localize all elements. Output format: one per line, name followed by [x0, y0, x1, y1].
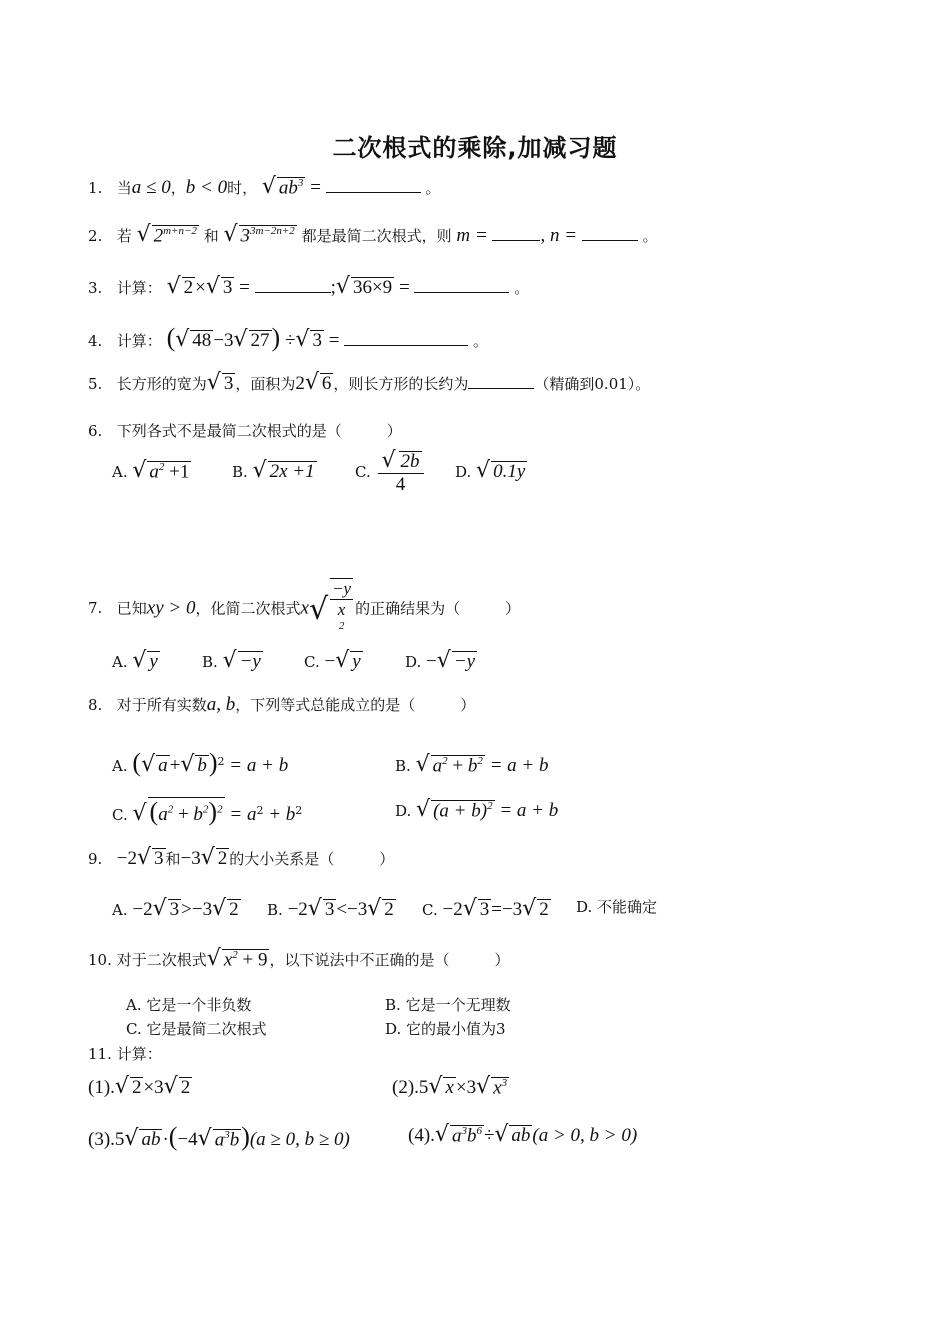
question-9: 9. −2√ 3 和−3√ 2 的大小关系是（ ）	[88, 845, 395, 870]
q11-part-3: (3).5√ ab ·(−4√ $a^3b)(a \ge 0$, b ≥ 0)	[88, 1122, 350, 1151]
question-3: 3. 计算： √ 2 ×√ 3 = ;√ 36×9 = 。	[88, 274, 530, 299]
question-5: 5. 长方形的宽为√ 3 ，面积为2√ 6 ，则长方形的长约为 （精确到0.01）。	[88, 370, 651, 395]
q9-option-c[interactable]: C. −2√ 3 =−3√ 2	[422, 896, 549, 921]
question-2: 2. 若 √ $2^{m+n-2}$ 和 √ $3^{3m-2n+2}$ 都是最简二次根式，则 m = , n = 。	[88, 222, 658, 247]
question-8: 8. 对于所有实数a, b，下列等式总能成立的是（ ）	[88, 694, 476, 715]
page-title: 二次根式的乘除,加减习题	[332, 134, 618, 162]
q11-part-4: (4).√ $a^3b^6$ ÷√ ab (a > 0, b > 0)	[408, 1122, 638, 1147]
question-10: 10. 对于二次根式√ $x^2 + 9$ ，以下说法中不正确的是（ ）	[88, 946, 510, 971]
question-1: 1. 当a ≤ 0，b < 0时， √ $ab^3$ = 。	[88, 174, 441, 199]
question-6: 6. 下列各式不是最简二次根式的是（ ）	[88, 422, 402, 440]
q10-option-a[interactable]: A. 它是一个非负数	[126, 996, 252, 1014]
q2-radical-1: $2^{m+n-2}$	[153, 224, 197, 246]
q7-option-b[interactable]: B. √ −y	[202, 648, 261, 673]
answer-blank[interactable]	[414, 278, 509, 293]
question-7: 7. 已知xy > 0，化简二次根式x√ −y x $^2$ 的正确结果为（ ）	[88, 578, 520, 641]
q6-option-b[interactable]: B. √ 2x +1	[232, 458, 315, 483]
q10-option-d[interactable]: D. 它的最小值为3	[385, 1020, 506, 1038]
q8-option-a[interactable]: A. (√ a +√ b)$^2$ = a + b	[112, 748, 289, 777]
answer-blank[interactable]	[344, 331, 468, 346]
question-11: 11. 计算：	[88, 1045, 162, 1063]
answer-blank[interactable]	[468, 374, 534, 389]
q6-option-c[interactable]: C. $\frac{√ 2b}{4}$	[355, 448, 426, 496]
q6-option-d[interactable]: D. √ 0.1y	[455, 458, 526, 483]
q11-part-2: (2).5√ x ×3√ $x^3$	[392, 1074, 508, 1099]
q2-radical-2: $3^{3m-2n+2}$	[240, 224, 295, 246]
q10-radical: $x^2 + 9$	[223, 948, 268, 970]
answer-blank[interactable]	[255, 278, 331, 293]
q10-option-c[interactable]: C. 它是最简二次根式	[126, 1020, 267, 1038]
q7-option-c[interactable]: C. −√ y	[304, 648, 361, 673]
answer-blank-m[interactable]	[492, 226, 540, 241]
q8-option-c[interactable]: C. √ $(a^2 + b^2)^2 = a^2 + b^2$	[112, 797, 303, 826]
q8-option-b[interactable]: B. √ $a^2 + b^2 = a + b$	[395, 752, 549, 777]
q6-option-a[interactable]: A. √ $a^2 +1$	[112, 458, 190, 483]
q8-option-d[interactable]: D. √ $(a + b)^2 = a + b$	[395, 797, 559, 822]
q1-radical: $ab^3$	[278, 176, 304, 198]
answer-blank-n[interactable]	[582, 226, 638, 241]
q9-option-d[interactable]: D. 不能确定	[576, 898, 658, 916]
q7-option-a[interactable]: A. √ y	[112, 648, 158, 673]
answer-blank[interactable]	[326, 178, 421, 193]
q7-option-d[interactable]: D. −√ −y	[405, 648, 476, 673]
q10-option-b[interactable]: B. 它是一个无理数	[385, 996, 511, 1014]
q11-part-1: (1).√ 2 ×3√ 2	[88, 1074, 191, 1099]
q9-option-b[interactable]: B. −2√ 3 <−3√ 2	[267, 896, 394, 921]
q9-option-a[interactable]: A. −2√ 3 >−3√ 2	[112, 896, 239, 921]
question-4: 4. 计算： (√ 48 −3√ 27) ÷√ 3 = 。	[88, 323, 489, 352]
